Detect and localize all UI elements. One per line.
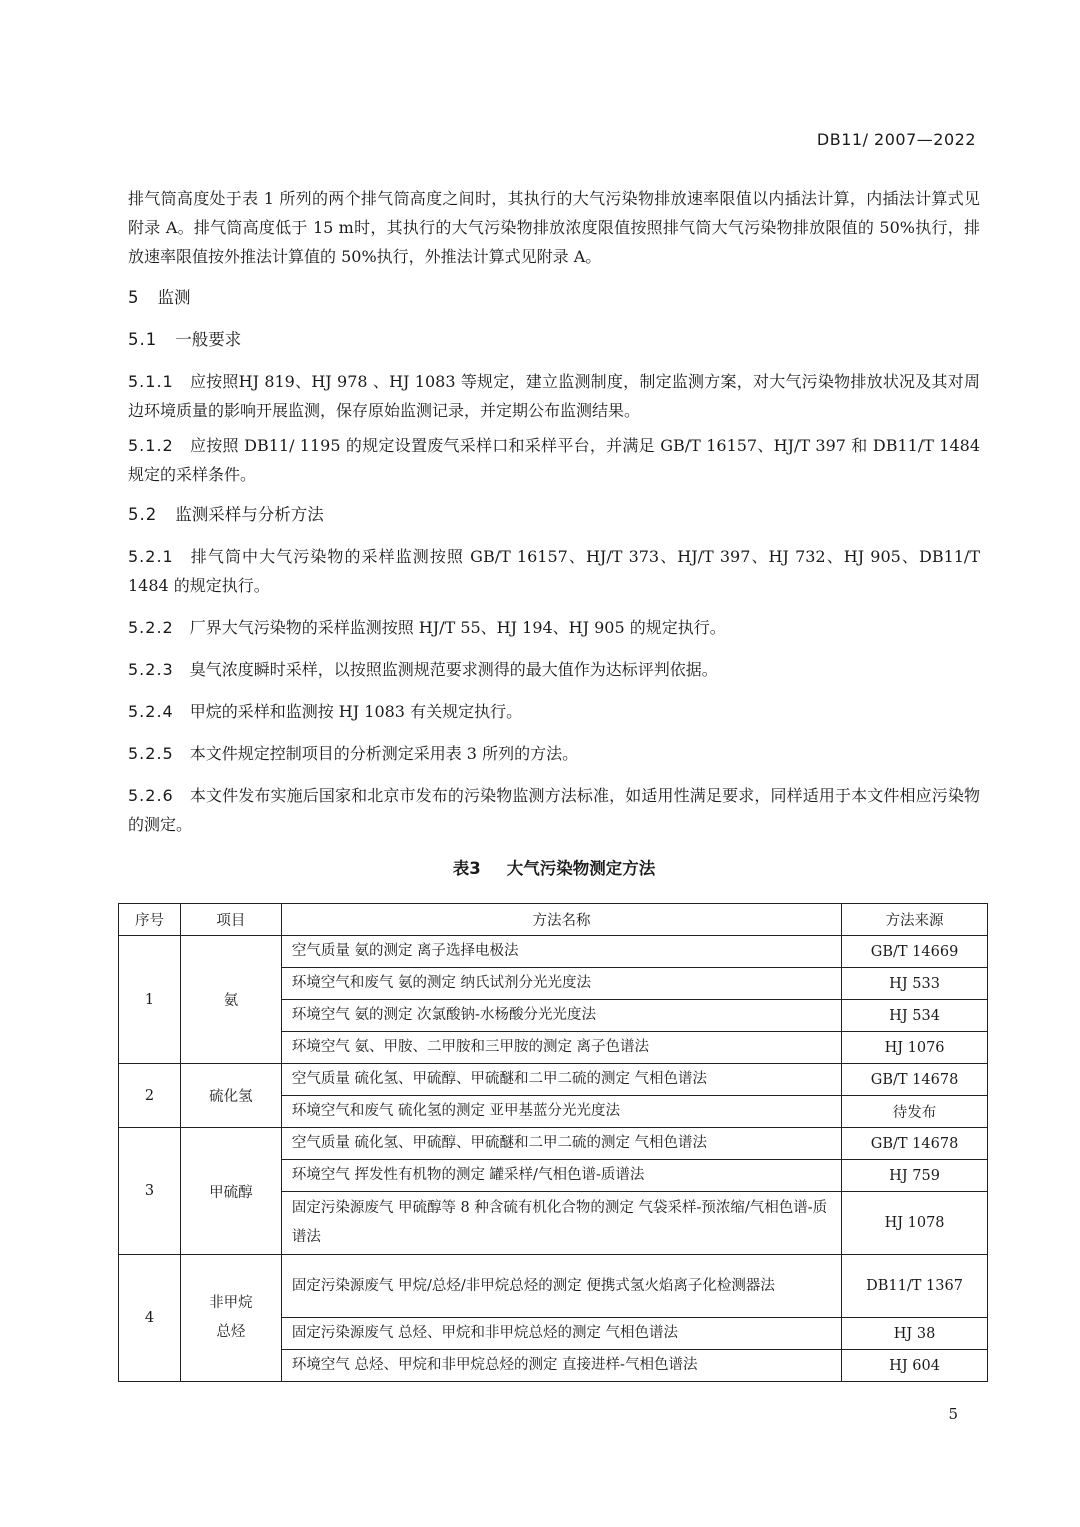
methods-table xyxy=(118,903,988,1382)
method-cell: 固定污染源废气 总烃、甲烷和非甲烷总烃的测定 气相色谱法 xyxy=(281,1318,841,1350)
source-cell: GB/T 14678 xyxy=(842,1128,988,1160)
clause-text: 甲烷的采样和监测按 HJ 1083 有关规定执行。 xyxy=(189,702,523,721)
table-row xyxy=(119,1064,988,1096)
source-cell: GB/T 14678 xyxy=(842,1064,988,1096)
method-cell: 固定污染源废气 甲硫醇等 8 种含硫有机化合物的测定 气袋采样-预浓缩/气相色谱-质谱法 xyxy=(281,1192,841,1255)
method-cell: 环境空气 总烃、甲烷和非甲烷总烃的测定 直接进样-气相色谱法 xyxy=(281,1350,841,1382)
clause-5-2-6 xyxy=(128,781,980,839)
table-row xyxy=(119,936,988,968)
section-5-2-heading xyxy=(128,500,980,529)
source-cell: HJ 38 xyxy=(842,1318,988,1350)
method-cell: 固定污染源废气 甲烷/总烃/非甲烷总烃的测定 便携式氢火焰离子化检测器法 xyxy=(281,1255,841,1318)
clause-number: 5.2.1 xyxy=(128,547,174,566)
clause-5-2-5 xyxy=(128,739,980,768)
clause-text: 应按照HJ 819、HJ 978 、HJ 1083 等规定，建立监测制度，制定监测方案，对大气污染物排放状况及其对周边环境质量的影响开展监测，保存原始监测记录，并定期公布监测结果。 xyxy=(128,372,980,420)
method-cell: 环境空气 氨的测定 次氯酸钠-水杨酸分光光度法 xyxy=(281,1000,841,1032)
method-cell: 环境空气和废气 硫化氢的测定 亚甲基蓝分光光度法 xyxy=(281,1096,841,1128)
section-title: 监测采样与分析方法 xyxy=(175,505,324,524)
table-header-row xyxy=(119,904,988,936)
clause-number: 5.2.5 xyxy=(128,744,174,763)
method-cell: 环境空气和废气 氨的测定 纳氏试剂分光光度法 xyxy=(281,968,841,1000)
table-row xyxy=(119,1255,988,1318)
source-cell: HJ 759 xyxy=(842,1160,988,1192)
section-title: 监测 xyxy=(157,288,191,307)
clause-5-2-3 xyxy=(128,655,980,684)
clause-5-2-4 xyxy=(128,697,980,726)
method-cell: 环境空气 氨、甲胺、二甲胺和三甲胺的测定 离子色谱法 xyxy=(281,1032,841,1064)
section-5-1-heading xyxy=(128,325,980,354)
source-cell: GB/T 14669 xyxy=(842,936,988,968)
header-cell: 方法来源 xyxy=(842,904,988,936)
clause-text: 厂界大气污染物的采样监测按照 HJ/T 55、HJ 194、HJ 905 的规定执行。 xyxy=(189,618,726,637)
clause-number: 5.1.1 xyxy=(128,372,174,391)
source-cell: 待发布 xyxy=(842,1096,988,1128)
table-row xyxy=(119,1128,988,1160)
item-cell: 甲硫醇 xyxy=(180,1128,281,1255)
clause-text: 臭气浓度瞬时采样，以按照监测规范要求测得的最大值作为达标评判依据。 xyxy=(189,660,718,679)
clause-text: 排气筒中大气污染物的采样监测按照 GB/T 16157、HJ/T 373、HJ/T 397、HJ 732、HJ 905、DB11/T 1484 的规定执行。 xyxy=(128,547,980,595)
serial-cell: 3 xyxy=(119,1128,181,1255)
clause-text: 本文件规定控制项目的分析测定采用表 3 所列的方法。 xyxy=(189,744,579,763)
clause-number: 5.1.2 xyxy=(128,436,174,455)
method-cell: 环境空气 挥发性有机物的测定 罐采样/气相色谱-质谱法 xyxy=(281,1160,841,1192)
body-content xyxy=(128,184,980,879)
intro-paragraph: 排气筒高度处于表 1 所列的两个排气筒高度之间时，其执行的大气污染物排放速率限值以内插法计算，内插法计算式见附录 A。排气筒高度低于 15 m时，其执行的大气污染物排放浓度限值按照排气筒大气污染物排放限值的 50%执行，排放速率限值按外推法计算值的 50%执行，外推法计算式见附录 A。 xyxy=(128,189,980,266)
table-number: 表3 xyxy=(452,859,481,878)
source-cell: DB11/T 1367 xyxy=(842,1255,988,1318)
serial-cell: 4 xyxy=(119,1255,181,1382)
item-cell: 氨 xyxy=(180,936,281,1064)
header-cell: 方法名称 xyxy=(281,904,841,936)
section-title: 一般要求 xyxy=(175,330,242,349)
section-5-heading xyxy=(128,283,980,312)
serial-cell: 2 xyxy=(119,1064,181,1128)
section-number: 5 xyxy=(128,288,140,307)
item-line: 总烃 xyxy=(216,1324,246,1340)
header-cell: 序号 xyxy=(119,904,181,936)
document-code: DB11/ 2007—2022 xyxy=(816,130,976,149)
table-caption: 大气污染物测定方法 xyxy=(506,859,656,878)
clause-5-2-1 xyxy=(128,542,980,600)
source-cell: HJ 1078 xyxy=(842,1192,988,1255)
section-number: 5.2 xyxy=(128,505,158,524)
item-cell xyxy=(180,1255,281,1382)
page-number: 5 xyxy=(948,1405,958,1423)
clause-5-1-1 xyxy=(128,367,980,425)
item-cell: 硫化氢 xyxy=(180,1064,281,1128)
clause-text: 本文件发布实施后国家和北京市发布的污染物监测方法标准，如适用性满足要求，同样适用于本文件相应污染物的测定。 xyxy=(128,786,980,834)
clause-number: 5.2.3 xyxy=(128,660,174,679)
method-cell: 空气质量 氨的测定 离子选择电极法 xyxy=(281,936,841,968)
section-number: 5.1 xyxy=(128,330,158,349)
clause-number: 5.2.2 xyxy=(128,618,174,637)
method-cell: 空气质量 硫化氢、甲硫醇、甲硫醚和二甲二硫的测定 气相色谱法 xyxy=(281,1128,841,1160)
clause-5-1-2 xyxy=(128,431,980,489)
source-cell: HJ 534 xyxy=(842,1000,988,1032)
source-cell: HJ 533 xyxy=(842,968,988,1000)
item-line: 非甲烷 xyxy=(209,1295,253,1311)
source-cell: HJ 1076 xyxy=(842,1032,988,1064)
header-cell: 项目 xyxy=(180,904,281,936)
source-cell: HJ 604 xyxy=(842,1350,988,1382)
clause-text: 应按照 DB11/ 1195 的规定设置废气采样口和采样平台，并满足 GB/T 16157、HJ/T 397 和 DB11/T 1484 规定的采样条件。 xyxy=(128,436,980,484)
clause-number: 5.2.4 xyxy=(128,702,174,721)
serial-cell: 1 xyxy=(119,936,181,1064)
clause-number: 5.2.6 xyxy=(128,786,174,805)
clause-5-2-2 xyxy=(128,613,980,642)
table-title xyxy=(128,855,980,879)
method-cell: 空气质量 硫化氢、甲硫醇、甲硫醚和二甲二硫的测定 气相色谱法 xyxy=(281,1064,841,1096)
